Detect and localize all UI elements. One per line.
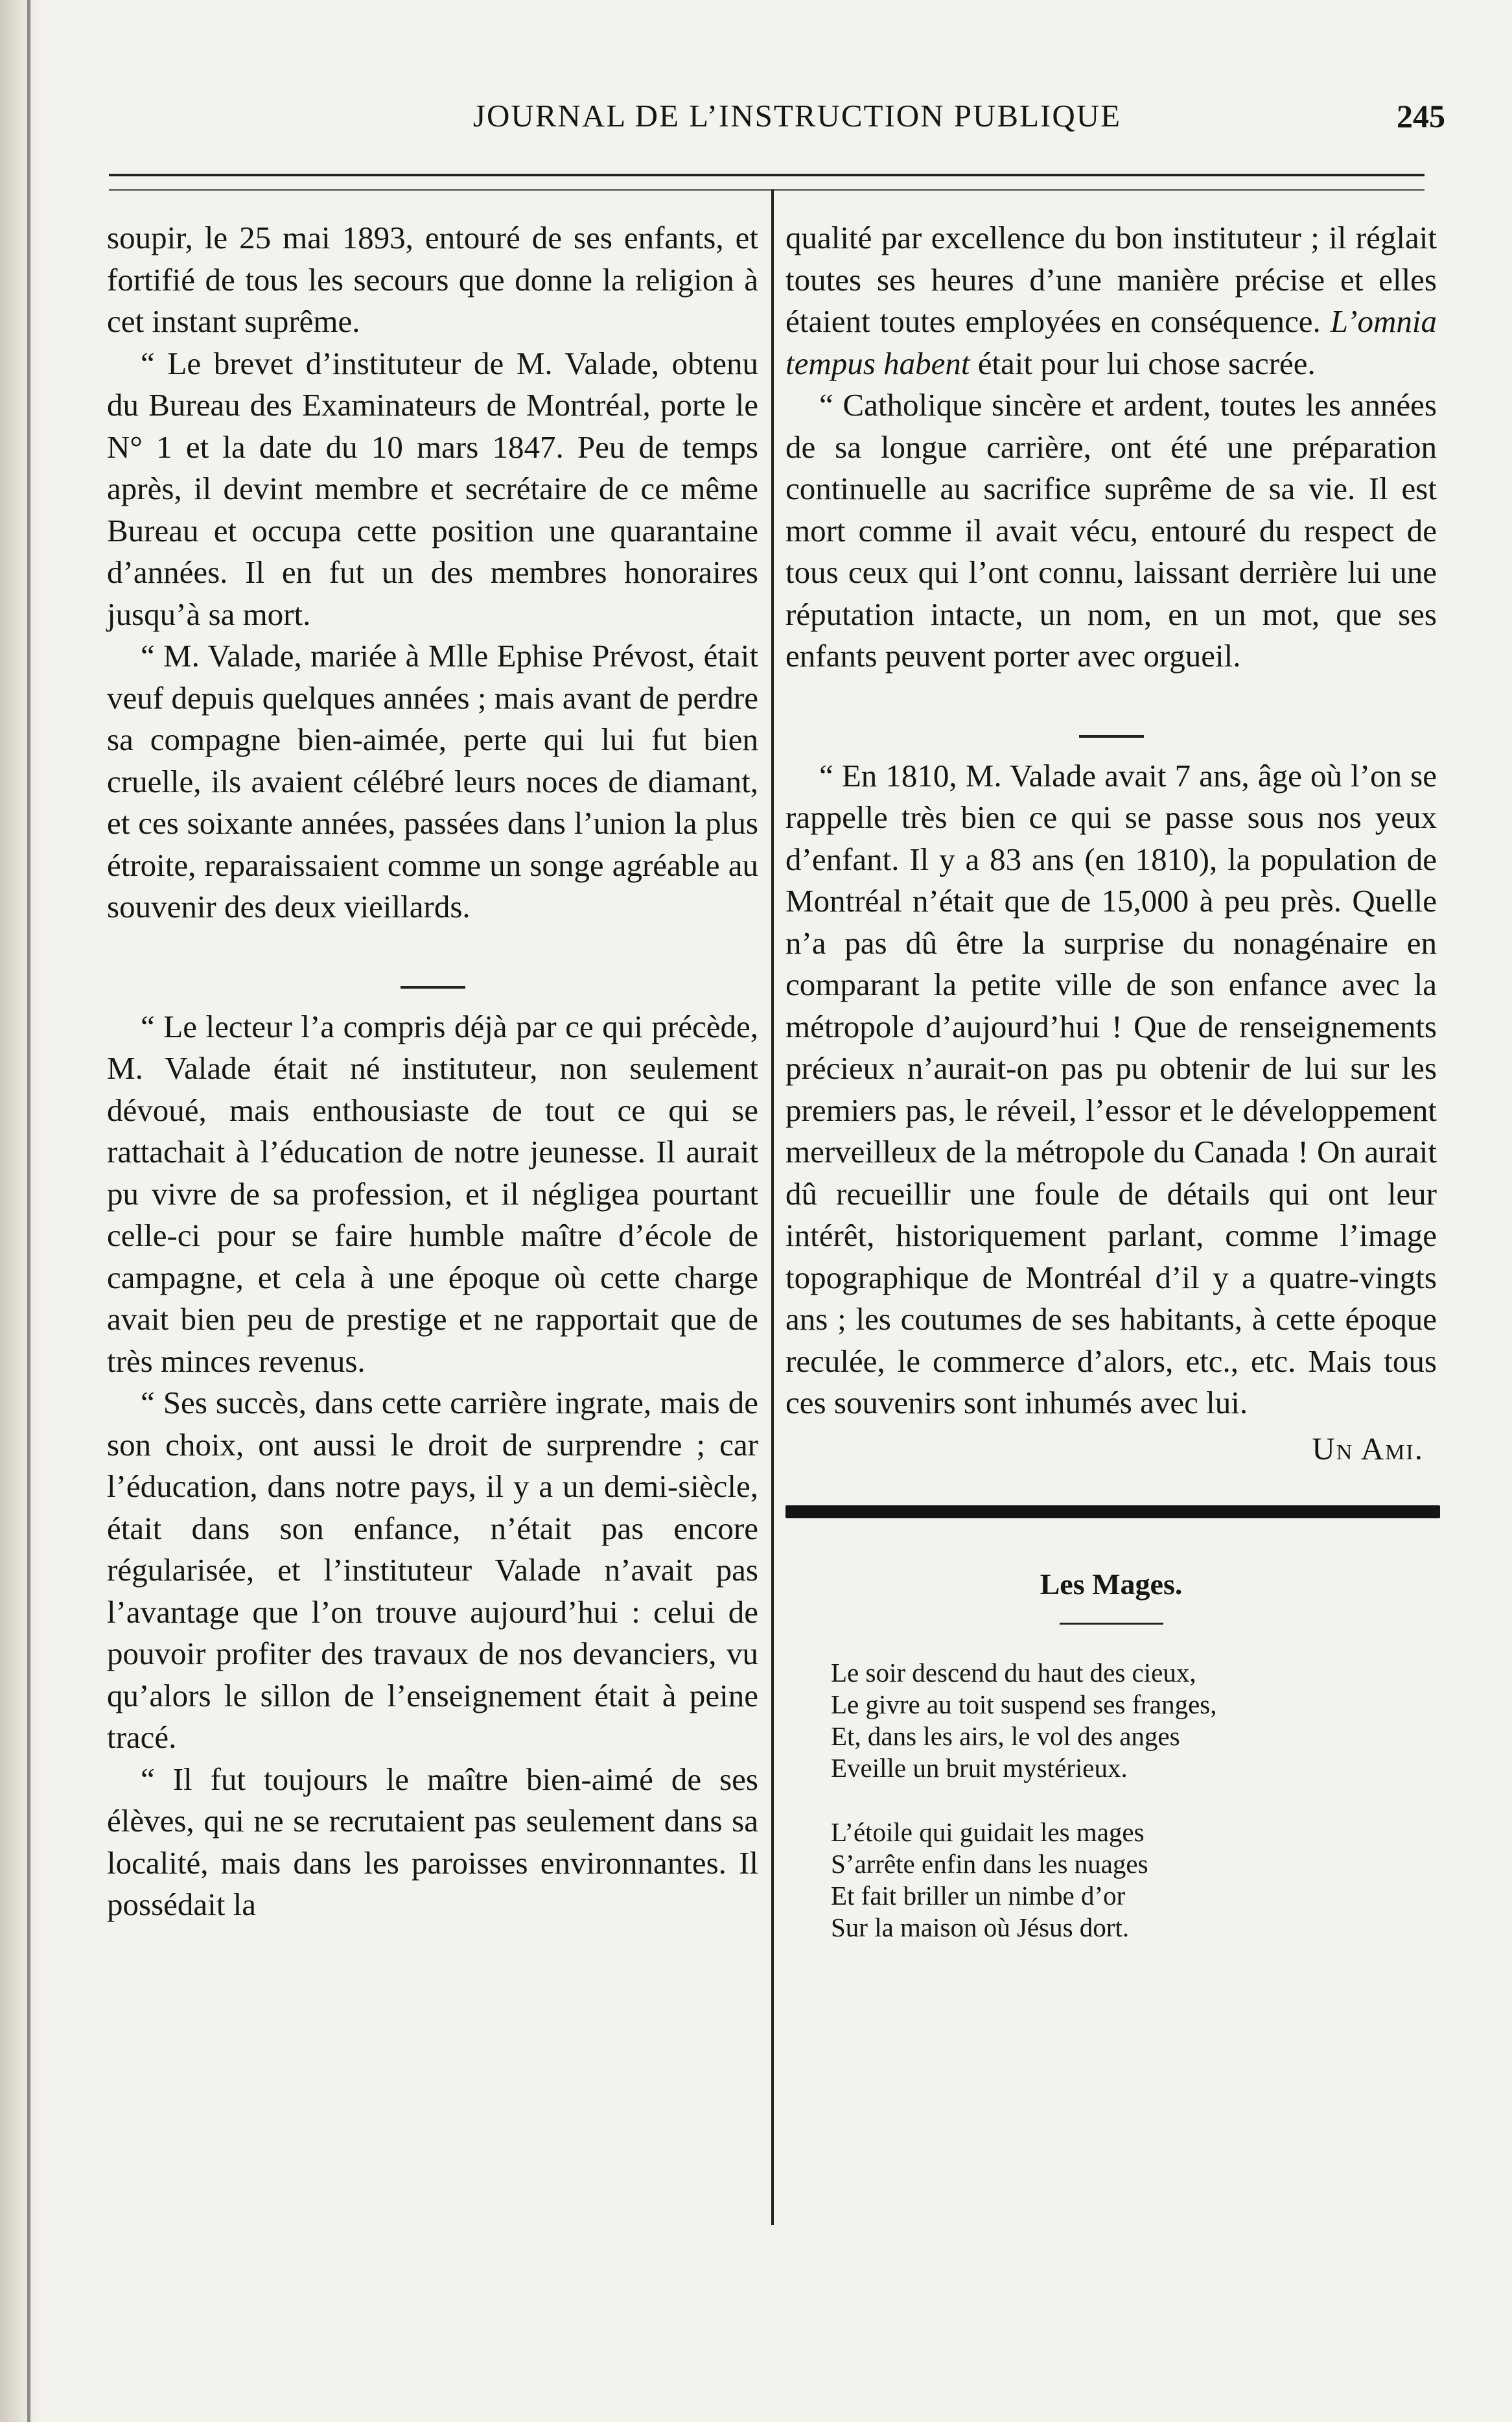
poem-line: Et, dans les airs, le vol des anges [831,1721,1180,1751]
section-separator [785,713,1437,720]
poem-line: Le soir descend du haut des cieux, [831,1657,1196,1687]
header-rule-thick [109,174,1425,176]
right-paragraph-1-end: était pour lui chose sacrée. [970,345,1316,381]
page-number: 245 [1397,98,1445,134]
right-paragraph-2: “ Catholique sincère et ardent, toutes les années de sa longue carrière, ont été une préparation continuelle au sacrifice suprême de sa vie. Il est mort comme il avait vécu, entouré du respect de tous ceux qui l’ont connu, laissant derrière lui une réputation intacte, un nom, en un mot, que ses enfants peuvent porter avec orgueil. [785,387,1437,674]
right-paragraph-1-text: qualité par excellence du bon instituteur ; il réglait toutes ses heures d’une manière précise et elles étaient toutes employées en conséquence. [785,220,1437,339]
poem-line: Eveille un bruit mystérieux. [831,1752,1128,1783]
binding-shadow-line [27,0,30,2422]
right-column [785,217,1437,1976]
left-paragraph-2: “ Le brevet d’instituteur de M. Valade, obtenu du Bureau des Examinateurs de Montréal, porte le N° 1 et la date du 10 mars 1847. Peu de temps après, il devint membre et secrétaire de ce même Bureau et occupa cette position une quarantaine d’années. Il en fut un des membres honoraires jusqu’à sa mort. [107,345,758,632]
column-divider [771,189,774,2225]
poem-title: Les Mages. [1040,1568,1183,1601]
poem-line: Le givre au toit suspend ses franges, [831,1689,1217,1719]
poem-title-rule [1060,1623,1163,1625]
binding-edge [0,0,40,2422]
poem-stanza-1 [785,1657,1437,1784]
right-paragraph-3: “ En 1810, M. Valade avait 7 ans, âge où l’on se rappelle très bien ce qui se passe sous nos yeux d’enfant. Il y a 83 ans (en 1810), la population de Montréal n’était que de 15,000 à peu près. Quelle n’a pas dû être la surprise du nonagénaire en comparant la petite ville de son enfance avec la métropole d’aujourd’hui ! Que de renseignements précieux n’aurait-on pas pu obtenir de lui sur les premiers pas, le réveil, l’essor et le développement merveilleux de la métropole du Canada ! On aurait dû recueillir une foule de détails qui ont leur intérêt, historiquement parlant, comme l’image topographique de Montréal d’il y a quatre-vingts ans ; les coutumes de ses habitants, à cette époque reculée, le commerce d’alors, etc., etc. Mais tous ces souvenirs sont inhumés avec lui. [785,757,1437,1420]
left-paragraph-5: “ Ses succès, dans cette carrière ingrate, mais de son choix, ont aussi le droit de surprendre ; car l’éducation, dans notre pays, il y a un demi-siècle, était dans son enfance, n’était pas encore régularisée, et l’instituteur Valade n’avait pas l’avantage que l’on trouve aujourd’hui : celui de pouvoir profiter des travaux de nos devanciers, vu qu’alors le sillon de l’enseignement était à peine tracé. [107,1385,758,1755]
poem-line: S’arrête enfin dans les nuages [831,1848,1148,1879]
poem-line: Et fait briller un nimbe d’or [831,1880,1126,1911]
article-end-rule [785,1505,1440,1518]
left-paragraph-3: “ M. Valade, mariée à Mlle Ephise Prévost, était veuf depuis quelques années ; mais avant de perdre sa compagne bien-aimée, perte qui lui fut bien cruelle, ils avaient célébré leurs noces de diamant, et ces soixante années, passées dans l’union la plus étroite, reparaissaient comme un songe agréable au souvenir des deux vieillards. [107,638,758,924]
section-separator [107,964,758,970]
right-paragraph-1 [785,217,1437,384]
poem-line: L’étoile qui guidait les mages [831,1816,1145,1847]
left-paragraph-1: soupir, le 25 mai 1893, entouré de ses enfants, et fortifié de tous les secours que donne la religion à cet instant suprême. [107,220,758,339]
left-paragraph-4: “ Le lecteur l’a compris déjà par ce qui précède, M. Valade était né instituteur, non seulement dévoué, mais enthousiaste de tout ce qui se rattachait à l’éducation de notre jeunesse. Il aurait pu vivre de sa profession, et il négligea pourtant celle-ci pour se faire humble maître d’école de campagne, et cela à une époque où cette charge avait bien peu de prestige et ne rapportait que de très minces revenus. [107,1008,758,1379]
running-header-title: JOURNAL DE L’INSTRUCTION PUBLIQUE [472,98,1122,134]
left-column [107,217,758,1926]
left-paragraph-6: “ Il fut toujours le maître bien-aimé de ses élèves, qui ne se recrutaient pas seulement dans sa localité, mais dans les paroisses environnantes. Il possédait la [107,1761,758,1922]
signature: Un Ami. [1312,1430,1424,1466]
header-rule-thin [109,189,1425,191]
poem-line: Sur la maison où Jésus dort. [831,1912,1130,1942]
latin-phrase: L’omnia tempus habent [785,303,1437,381]
poem-stanza-2 [785,1816,1437,1944]
